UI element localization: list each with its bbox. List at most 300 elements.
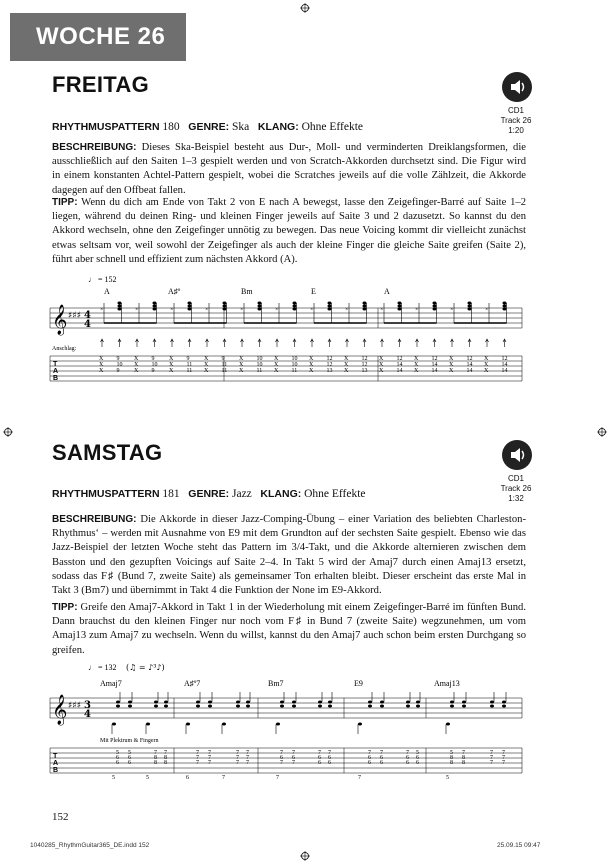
chord-note: [246, 701, 250, 704]
chord-note: [236, 705, 240, 708]
chord-note: [223, 308, 227, 311]
tab-numbers-friday: [99, 356, 508, 374]
chord-note: [280, 705, 284, 708]
chord-note: [398, 308, 402, 311]
chord-note: [116, 705, 120, 708]
chord-note: [468, 302, 472, 305]
tab-number: 7: [236, 760, 239, 766]
scratch-note: ×: [205, 307, 209, 313]
tab-numbers-saturday: [112, 750, 505, 781]
strum-arrow-icon: [328, 339, 331, 347]
tab-number: 14: [501, 362, 508, 368]
scratch-note: ×: [415, 307, 419, 313]
footer-file-info: 1040285_RhythmGuitar365_DE.indd 152: [30, 842, 150, 849]
chord-symbol: Bm7: [268, 679, 284, 688]
tab-number: 11: [186, 362, 193, 368]
tab-number: 8: [154, 760, 157, 766]
tab-number: X: [309, 362, 314, 368]
chord-note: [153, 305, 157, 308]
tab-number: X: [344, 368, 349, 374]
chord-note: [292, 705, 296, 708]
tab-number: 7: [380, 750, 383, 756]
tab-number: 9: [116, 356, 120, 362]
chord-note: [450, 701, 454, 704]
chord-note: [118, 302, 122, 305]
bass-note: [358, 723, 362, 726]
chord-note: [503, 308, 507, 311]
strum-arrow-icon: [293, 339, 296, 347]
strum-label: Anschlag:: [52, 346, 77, 352]
bass-note: [276, 723, 280, 726]
strum-arrow-icon: [398, 339, 401, 347]
tab-number: 12: [326, 356, 333, 362]
chord-symbol: A♯º: [168, 287, 181, 296]
chord-note: [416, 701, 420, 704]
tab-number: 7: [502, 750, 505, 756]
tab-number: X: [309, 368, 314, 374]
tab-number: 12: [431, 356, 438, 362]
chord-note: [363, 302, 367, 305]
chord-note: [450, 705, 454, 708]
strum-arrow-icon: [258, 339, 261, 347]
tab-number: 5: [112, 775, 115, 781]
tab-number: 7: [236, 755, 239, 761]
description-saturday: BESCHREIBUNG: Die Akkorde in dieser Jazz-Comping-Übung – einer Variation des beliebten Charleston-Rhythmus‘ – werden mit Ausnahme von E9 mit dem Grundton auf der sechsten Saite gespielt. Ebenso wie das Jazz-Beispiel der letzten Woche steht das Pattern im 3/4-Takt, und die Akkorde alternieren zwischen dem Basston und den gezupften Voicings auf Saite 2–4. In Takt 5 wird der Amaj7 durch einen Amaj13 ersetzt, sodass das F♯ (Bund 7, zweite Saite) als gemeinsamer Ton erhalten bleibt. Dieser erscheint das erste Mal in Takt 3 (Bm7) und übernimmt in Takt 4 die Funktion der None im E9-Akkord.: [52, 514, 526, 597]
scratch-note: ×: [450, 307, 454, 313]
swing-marking: (♫ = ♪³♪): [126, 663, 165, 672]
chord-note: [368, 705, 372, 708]
bass-note: [146, 723, 150, 726]
scratch-note: ×: [310, 307, 314, 313]
chord-note: [328, 705, 332, 708]
tab-number: 8: [164, 755, 167, 761]
tab-number: 7: [490, 755, 493, 761]
registration-mark-icon: [597, 427, 607, 437]
chord-symbol: Amaj7: [100, 679, 122, 688]
chord-note: [128, 705, 132, 708]
tab-number: 6: [406, 755, 409, 761]
registration-mark-icon: [300, 3, 310, 13]
footer-timestamp: 25.09.15 09:47: [497, 842, 541, 849]
tab-number: 7: [236, 750, 239, 756]
strum-arrow-icon: [276, 339, 279, 347]
strum-arrow-icon: [346, 339, 349, 347]
tab-number: X: [344, 356, 349, 362]
tab-number: X: [414, 368, 419, 374]
technique-label: Mit Plektrum & Fingern: [100, 738, 159, 744]
svg-text:B: B: [53, 767, 59, 774]
bass-note: [112, 723, 116, 726]
svg-text:4: 4: [84, 319, 91, 330]
chord-note: [128, 701, 132, 704]
tab-number: 10: [291, 356, 298, 362]
svg-text:4: 4: [84, 709, 91, 720]
tab-number: 7: [280, 750, 283, 756]
tab-number: 14: [501, 368, 508, 374]
tab-number: X: [274, 362, 279, 368]
chord-note: [188, 305, 192, 308]
chord-note: [188, 308, 192, 311]
chord-note: [208, 701, 212, 704]
bass-note: [186, 723, 190, 726]
svg-text:A: A: [53, 760, 59, 767]
tab-number: 7: [490, 750, 493, 756]
chord-note: [223, 302, 227, 305]
chord-note: [196, 705, 200, 708]
tab-clef-icon: T: [53, 753, 58, 760]
tab-number: 6: [328, 760, 331, 766]
key-signature: ♯♯♯: [68, 701, 82, 711]
tab-number: 6: [128, 755, 131, 761]
chord-symbol: Amaj13: [434, 679, 460, 688]
tab-number: 12: [466, 356, 473, 362]
tab-number: 14: [396, 362, 403, 368]
tab-number: 7: [246, 760, 249, 766]
notation-friday: [48, 270, 528, 400]
tab-number: 8: [450, 760, 453, 766]
tab-number: X: [239, 362, 244, 368]
strum-arrow-icon: [153, 339, 156, 347]
tab-number: 7: [196, 760, 199, 766]
tab-number: 12: [501, 356, 508, 362]
strum-arrow-icon: [363, 339, 366, 347]
chord-note: [258, 305, 262, 308]
tab-number: X: [449, 368, 454, 374]
description-friday: BESCHREIBUNG: Dieses Ska-Beispiel besteht aus Dur-, Moll- und verminderten Dreiklangsformen, die ausschließlich auf den Saiten 1–3 gespielt werden und von Scratch-Akkorden durchsetzt sind. Die Figur wird in einem konstanten Achtel-Pattern gespielt, wobei die Scratches jeweils auf die volle Zählzeit, die Akkorde dagegen auf den Offbeat fallen.: [52, 142, 526, 196]
tab-number: X: [204, 368, 209, 374]
chord-note: [118, 308, 122, 311]
tab-number: X: [134, 368, 139, 374]
chord-note: [503, 305, 507, 308]
cd-track-info-friday: CD1 Track 26 1:20: [500, 106, 532, 135]
tab-number: 14: [466, 368, 473, 374]
strum-arrow-icon: [381, 339, 384, 347]
tab-number: X: [449, 362, 454, 368]
chord-note: [380, 701, 384, 704]
tab-number: 7: [246, 755, 249, 761]
tempo-marking: ♩ = 152: [88, 275, 117, 284]
tab-number: 7: [246, 750, 249, 756]
tab-number: 6: [380, 760, 383, 766]
scratch-note: ×: [275, 307, 279, 313]
chord-note: [502, 705, 506, 708]
scratch-note: ×: [485, 307, 489, 313]
chord-note: [164, 701, 168, 704]
pattern-meta-saturday: RHYTHMUSPATTERN 181 GENRE: Jazz KLANG: Ohne Effekte: [52, 488, 366, 500]
chord-note: [406, 705, 410, 708]
tab-number: 14: [431, 362, 438, 368]
tab-number: X: [484, 356, 489, 362]
chord-note: [416, 705, 420, 708]
key-signature: ♯♯♯: [68, 311, 82, 321]
chord-note: [293, 302, 297, 305]
strum-arrow-icon: [311, 339, 314, 347]
tab-number: 7: [502, 760, 505, 766]
tab-number: 9: [151, 356, 155, 362]
tab-number: 10: [151, 362, 158, 368]
scratch-note: ×: [240, 307, 244, 313]
tab-number: X: [169, 368, 174, 374]
tab-number: X: [309, 356, 314, 362]
tab-number: X: [274, 368, 279, 374]
tab-number: 9: [221, 356, 225, 362]
chord-note: [433, 305, 437, 308]
tab-number: 10: [256, 362, 263, 368]
tab-number: X: [379, 368, 384, 374]
tab-number: 5: [128, 750, 131, 756]
chord-note: [116, 701, 120, 704]
tab-number: 7: [328, 750, 331, 756]
chord-note: [398, 305, 402, 308]
chord-symbols-saturday: [100, 679, 460, 688]
tab-number: 14: [431, 368, 438, 374]
tab-number: X: [99, 368, 104, 374]
chord-note: [398, 302, 402, 305]
chord-note: [462, 701, 466, 704]
tab-clef-icon: T: [53, 361, 58, 368]
strum-arrow-icon: [416, 339, 419, 347]
chord-note: [154, 705, 158, 708]
chord-note: [196, 701, 200, 704]
tab-number: X: [134, 356, 139, 362]
tab-number: 10: [116, 362, 123, 368]
chord-note: [118, 305, 122, 308]
strum-arrow-icon: [451, 339, 454, 347]
strum-arrow-icon: [118, 339, 121, 347]
tab-number: X: [484, 362, 489, 368]
tab-number: 6: [416, 755, 419, 761]
tab-number: 9: [151, 368, 155, 374]
scratch-note: ×: [380, 307, 384, 313]
tab-number: X: [134, 362, 139, 368]
tab-number: 8: [462, 755, 465, 761]
tab-number: 6: [116, 760, 119, 766]
chord-note: [293, 305, 297, 308]
audio-speaker-icon[interactable]: [502, 440, 532, 470]
strum-arrow-icon: [188, 339, 191, 347]
tab-number: 7: [280, 760, 283, 766]
tab-number: 7: [222, 775, 225, 781]
tab-number: 10: [256, 356, 263, 362]
tab-number: 7: [208, 760, 211, 766]
chord-note: [328, 302, 332, 305]
tab-number: 7: [490, 760, 493, 766]
tab-number: 12: [361, 356, 368, 362]
chord-note: [363, 308, 367, 311]
treble-clef-icon: 𝄞: [52, 695, 68, 725]
svg-text:A: A: [53, 368, 59, 375]
tab-number: 7: [164, 750, 167, 756]
tab-number: 11: [221, 368, 228, 374]
tab-number: 6: [128, 760, 131, 766]
tab-number: X: [204, 356, 209, 362]
registration-mark-icon: [300, 851, 310, 861]
tab-number: 6: [368, 760, 371, 766]
chord-note: [380, 705, 384, 708]
chord-note: [328, 701, 332, 704]
strum-arrow-icon: [206, 339, 209, 347]
tab-number: 6: [380, 755, 383, 761]
tab-number: X: [204, 362, 209, 368]
tab-number: X: [274, 356, 279, 362]
tab-number: X: [484, 368, 489, 374]
chord-note: [154, 701, 158, 704]
chord-note: [502, 701, 506, 704]
chord-symbol: E9: [354, 679, 363, 688]
tab-number: 11: [291, 368, 298, 374]
chord-note: [490, 701, 494, 704]
strum-arrow-icon: [468, 339, 471, 347]
tab-number: 10: [291, 362, 298, 368]
strum-arrow-icon: [136, 339, 139, 347]
tab-number: 7: [358, 775, 361, 781]
chord-note: [293, 308, 297, 311]
tab-number: 7: [208, 755, 211, 761]
tab-number: X: [344, 362, 349, 368]
tab-number: X: [169, 362, 174, 368]
tab-number: X: [169, 356, 174, 362]
cd-track-info-saturday: CD1 Track 26 1:32: [500, 474, 532, 503]
tempo-marking: ♩ = 132: [88, 663, 117, 672]
tab-number: 7: [502, 755, 505, 761]
tab-number: 9: [186, 356, 190, 362]
tab-number: 11: [186, 368, 193, 374]
note-group-friday: [100, 302, 507, 324]
tab-number: 6: [292, 755, 295, 761]
chord-note: [318, 705, 322, 708]
chord-note: [468, 308, 472, 311]
strum-arrow-icon: [241, 339, 244, 347]
tab-number: 8: [164, 760, 167, 766]
tab-number: 11: [256, 368, 263, 374]
strum-arrows: [101, 339, 507, 347]
tab-number: 6: [186, 775, 189, 781]
tab-number: 7: [154, 750, 157, 756]
audio-speaker-icon[interactable]: [502, 72, 532, 102]
notation-saturday: [48, 658, 528, 793]
tab-number: X: [449, 356, 454, 362]
scratch-note: ×: [345, 307, 349, 313]
tab-number: 12: [396, 356, 403, 362]
tab-number: 6: [328, 755, 331, 761]
tab-number: 7: [208, 750, 211, 756]
strum-arrow-icon: [433, 339, 436, 347]
chord-note: [433, 302, 437, 305]
chord-note: [368, 701, 372, 704]
chord-note: [164, 705, 168, 708]
strum-arrow-icon: [503, 339, 506, 347]
tab-number: 6: [406, 760, 409, 766]
chord-note: [153, 308, 157, 311]
chord-symbol: A♯º7: [184, 679, 201, 688]
tab-number: 7: [292, 760, 295, 766]
tab-number: 7: [368, 750, 371, 756]
chord-symbol: E: [311, 287, 316, 296]
tab-number: X: [379, 356, 384, 362]
tab-number: 7: [318, 750, 321, 756]
time-signature: 3: [84, 700, 91, 711]
tab-number: 5: [416, 750, 419, 756]
scratch-note: ×: [100, 307, 104, 313]
treble-clef-icon: 𝄞: [52, 305, 68, 335]
tab-number: 6: [318, 755, 321, 761]
tip-saturday: TIPP: Greife den Amaj7-Akkord in Takt 1 in der Wiederholung mit einem Zeigefinger-Barré im fünften Bund. Dann brauchst du den kleinen Finger nur noch vom F♯ in Bund 7 (zweite Saite) wegzunehmen, um vom Amaj13 zum Amaj7 zu wechseln. Wenn du willst, kannst du den Amaj7 auch schon beim ersten Durchgang so greifen.: [52, 602, 526, 656]
tab-number: 6: [280, 755, 283, 761]
tab-number: 6: [116, 755, 119, 761]
chord-note: [328, 305, 332, 308]
tab-number: 7: [276, 775, 279, 781]
day-title-friday: FREITAG: [52, 72, 150, 97]
scratch-note: ×: [135, 307, 139, 313]
tab-number: 7: [292, 750, 295, 756]
chord-note: [406, 701, 410, 704]
chord-note: [258, 308, 262, 311]
chord-symbol: Bm: [241, 287, 253, 296]
chord-note: [292, 701, 296, 704]
scratch-note: ×: [170, 307, 174, 313]
tab-number: 8: [154, 755, 157, 761]
chord-note: [462, 705, 466, 708]
strum-arrow-icon: [223, 339, 226, 347]
tab-number: 7: [406, 750, 409, 756]
chord-note: [433, 308, 437, 311]
day-title-saturday: SAMSTAG: [52, 440, 163, 465]
chord-note: [363, 305, 367, 308]
tab-number: 6: [318, 760, 321, 766]
chord-symbol: A: [104, 287, 110, 296]
chord-note: [468, 305, 472, 308]
chord-note: [490, 705, 494, 708]
bass-note: [222, 723, 226, 726]
week-banner: WOCHE 26: [10, 13, 186, 61]
tab-number: X: [414, 362, 419, 368]
svg-text:B: B: [53, 375, 59, 382]
tab-number: X: [239, 368, 244, 374]
tab-number: 5: [146, 775, 149, 781]
time-signature: 4: [84, 310, 91, 321]
tab-number: 9: [116, 368, 120, 374]
tab-number: 5: [116, 750, 119, 756]
registration-mark-icon: [3, 427, 13, 437]
page-number: 152: [52, 811, 69, 823]
tab-number: 12: [361, 362, 368, 368]
tab-number: 14: [466, 362, 473, 368]
tab-number: 11: [221, 362, 228, 368]
chord-note: [328, 308, 332, 311]
tab-number: X: [379, 362, 384, 368]
chord-note: [208, 705, 212, 708]
tab-number: X: [414, 356, 419, 362]
chord-note: [280, 701, 284, 704]
tab-number: 13: [326, 368, 333, 374]
chord-note: [258, 302, 262, 305]
chord-note: [503, 302, 507, 305]
tip-friday: TIPP: Wenn du dich am Ende von Takt 2 von E nach A bewegst, lasse den Zeigefinger-Barré auf Saite 1–2 liegen, während du deinen Ring- und kleinen Finger jeweils auf Saite 3 und 2 dazusetzt. So kannst du den Akkord wechseln, ohne den Zeigefinger unnötig zu bewegen. Das neue Voicing kommt dir vielleicht zunächst etwas seltsam vor, weil sowohl der Zeigefinger als auch der kleine Finger die gleiche Saite greifen (Saite 2), führt aber schnell und effizient zum nächsten Akkord (A).: [52, 197, 526, 265]
chord-note: [153, 302, 157, 305]
strum-arrow-icon: [101, 339, 104, 347]
tab-number: 7: [196, 755, 199, 761]
tab-number: 7: [196, 750, 199, 756]
chord-note: [318, 701, 322, 704]
tab-number: 8: [450, 755, 453, 761]
tab-number: 8: [462, 760, 465, 766]
strum-arrow-icon: [486, 339, 489, 347]
tab-number: 6: [368, 755, 371, 761]
pattern-meta-friday: RHYTHMUSPATTERN 180 GENRE: Ska KLANG: Ohne Effekte: [52, 121, 363, 133]
chord-note: [236, 701, 240, 704]
chord-note: [246, 705, 250, 708]
tab-number: 13: [361, 368, 368, 374]
